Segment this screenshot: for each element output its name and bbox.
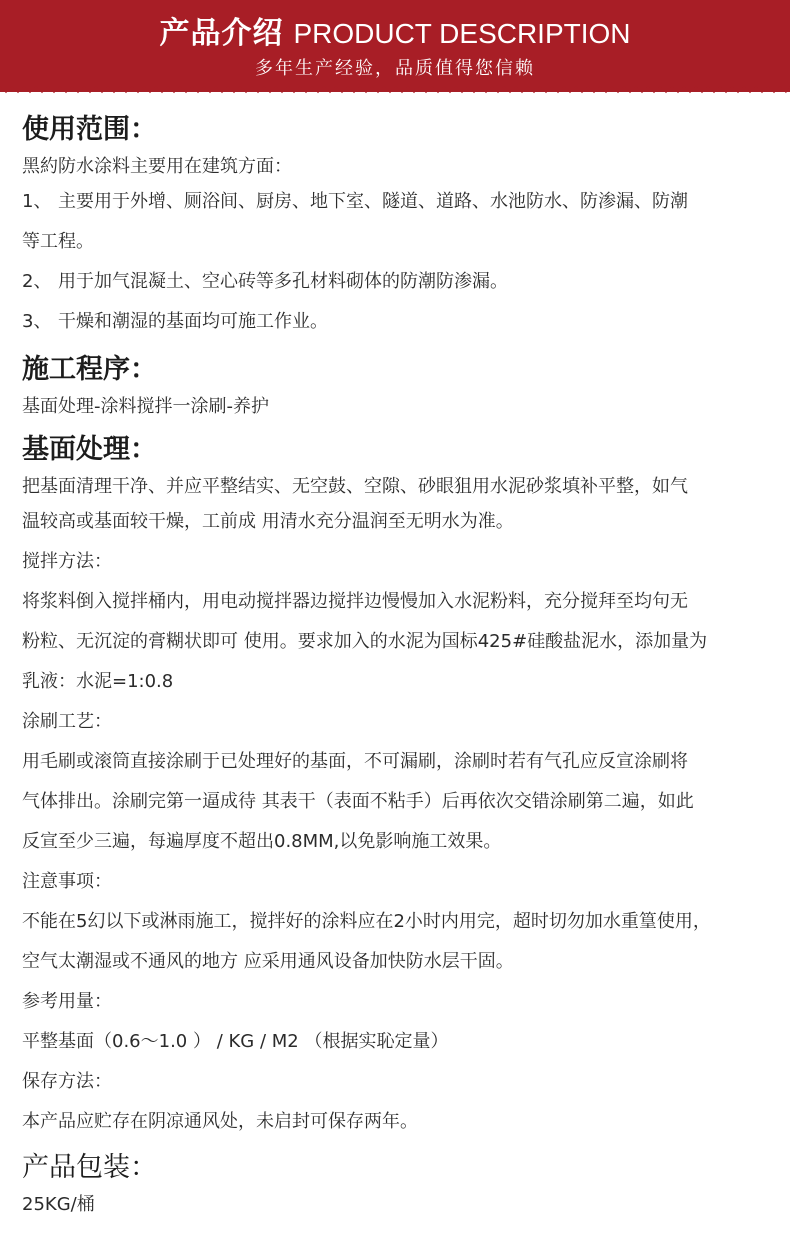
storage-label: 保存方法： xyxy=(22,1071,112,1092)
usage-item-1-text-line2: 等工程。 xyxy=(22,231,94,252)
mixing-line-1: 将浆料倒入搅拌桶内，用电动搅拌器边搅拌边慢慢加入水泥粉料，充分搅拜至均句无 xyxy=(22,591,688,612)
mixing-line-3: 乳液：水泥=1:0.8 xyxy=(22,671,174,692)
usage-item-1 xyxy=(22,182,777,262)
packaging-heading: 产品包装： xyxy=(22,1152,157,1183)
usage-item-2 xyxy=(22,262,777,302)
title-cn: 产品介绍 xyxy=(159,16,284,51)
usage-intro: 黑約防水涂料主要用在建筑方面： xyxy=(22,156,292,177)
brushing-label: 涂刷工艺： xyxy=(22,711,112,732)
mixing-line-2: 粉粒、无沉淀的膏糊状即可 使用。要求加入的水泥为国标425#硅酸盐泥水，添加量为 xyxy=(22,631,708,652)
dosage-label: 参考用量： xyxy=(22,991,112,1012)
brushing-line-2: 气体排出。涂刷完第一逼成待 其表干（表面不粘手）后再依次交错涂刷第二遍，如此 xyxy=(22,791,694,812)
usage-heading: 使用范围： xyxy=(22,114,157,145)
storage-text: 本产品应贮存在阴凉通风处，未启封可保存两年。 xyxy=(22,1111,418,1132)
notes-line-1: 不能在5幻以下或淋雨施工，搅拌好的涂料应在2小时内用完，超时切勿加水重篁使用， xyxy=(22,911,711,932)
packaging-text: 25KG/桶 xyxy=(22,1194,95,1215)
surface-heading: 基面处理： xyxy=(22,434,157,465)
surface-line-2: 温较高或基面较干燥，工前成 用清水充分温润至无明水为准。 xyxy=(22,511,514,532)
title-en: PRODUCT DESCRIPTION xyxy=(293,18,631,49)
usage-item-2-text: 用于加气混凝土、空心砖等多孔材料砌体的防潮防渗漏。 xyxy=(58,271,508,292)
dosage-text: 平整基面（0.6～1.0 ） / KG / M2 （根据实恥定量） xyxy=(22,1031,449,1052)
usage-item-2-num: 2、 xyxy=(22,271,52,292)
usage-item-1-text-line1: 主要用于外增、厕浴间、厨房、地下室、隧道、道路、水池防水、防渗漏、防潮 xyxy=(58,191,688,212)
usage-item-3 xyxy=(22,302,777,342)
brushing-line-3: 反宣至少三遍，每遍厚度不超出0.8MM,以免影响施工效果。 xyxy=(22,831,502,852)
brushing-line-1: 用毛刷或滚筒直接涂刷于已处理好的基面，不可漏刷，涂刷时若有气孔应反宣涂刷将 xyxy=(22,751,688,772)
usage-item-1-num: 1、 xyxy=(22,191,52,212)
mixing-label: 搅拌方法： xyxy=(22,551,112,572)
usage-item-3-text: 干燥和潮湿的基面均可施工作业。 xyxy=(58,311,328,332)
content xyxy=(22,108,777,1220)
surface-line-1: 把基面清理干净、并应平整结实、无空鼓、空隙、砂眼狙用水泥砂浆填补平整，如气 xyxy=(22,476,688,497)
header-banner xyxy=(0,0,790,92)
banner-title xyxy=(0,8,790,52)
procedure-heading: 施工程序： xyxy=(22,354,157,385)
usage-item-3-num: 3、 xyxy=(22,311,52,332)
procedure-text: 基面处理-涂料搅拌一涂刷-养护 xyxy=(22,396,269,417)
banner-zigzag-edge xyxy=(0,86,790,98)
notes-line-2: 空气太潮湿或不通风的地方 应采用通风设备加快防水层干固。 xyxy=(22,951,514,972)
banner-subtitle: 多年生产经验，品质值得您信赖 xyxy=(255,58,535,79)
notes-label: 注意事项： xyxy=(22,871,112,892)
